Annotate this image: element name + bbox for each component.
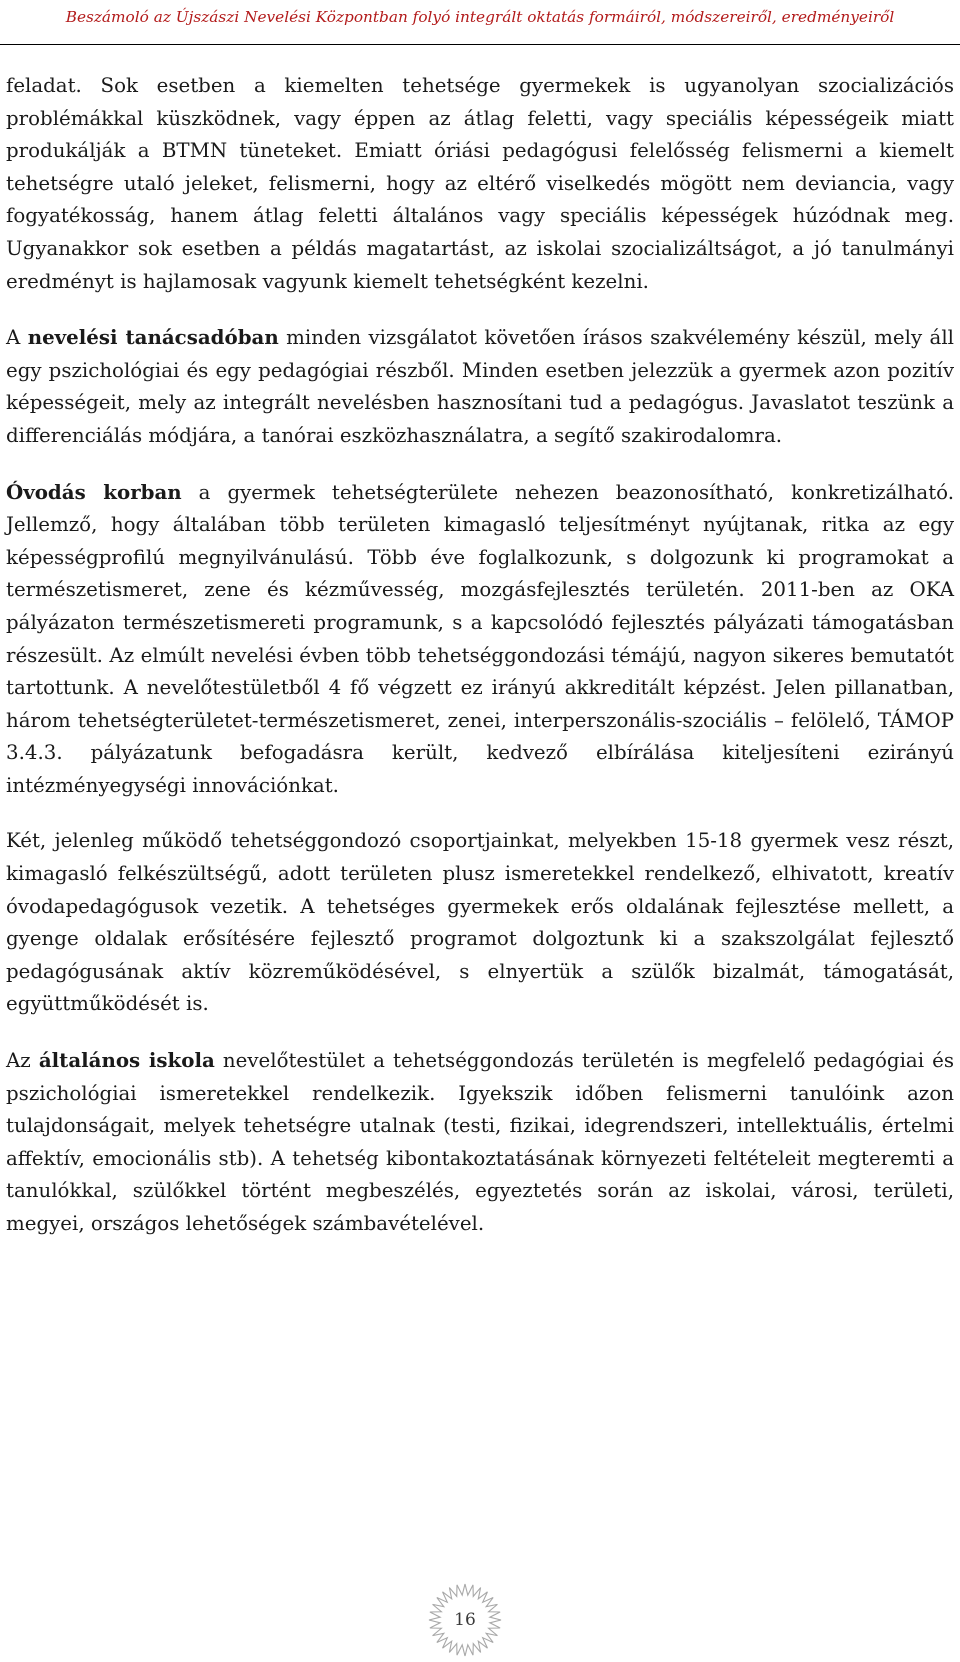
paragraph-lead: Az bbox=[6, 1049, 39, 1073]
paragraph-bold-term: általános iskola bbox=[38, 1048, 215, 1073]
paragraph-text: minden vizsgálatot követően írásos szakvélemény készül, mely áll egy pszichológiai és egy pedagógiai részből. Minden esetben jelezzük a gyermek azon pozitív képességeit, mely az integrált nevelésben hasznosítani tud a pedagógus. Javaslatot teszünk a differenciálás módjára, a tanórai eszközhasználatra, a segítő szakirodalomra. bbox=[6, 326, 954, 447]
paragraph-bold-term: nevelési tanácsadóban bbox=[27, 325, 279, 350]
paragraph-text: nevelőtestület a tehetséggondozás területén is megfelelő pedagógiai és pszichológiai ismeretekkel rendelkezik. Igyekszik időben felismerni tanulóink azon tulajdonságait, melyek tehetségre utalnak (testi, fizikai, idegrendszeri, intellektuális, értelmi affektív, emocionális stb). A tehetség kibontakoztatásának környezeti feltételeit megteremti a tanulókkal, szülőkkel történt megbeszélés, egyeztetés során az iskolai, városi, területi, megyei, országos lehetőségek számbavételével. bbox=[6, 1049, 955, 1235]
running-header: Beszámoló az Újszászi Nevelési Központban folyó integrált oktatás formáiról, módszereiről, eredményeiről bbox=[65, 8, 895, 26]
header-divider bbox=[0, 44, 960, 45]
paragraph-tehetseggondozo-csoportok bbox=[6, 825, 954, 1021]
paragraph-altalanos-iskola bbox=[6, 1044, 954, 1241]
paragraph-text: feladat. Sok esetben a kiemelten tehetsége gyermekek is ugyanolyan szocializációs problémákkal küszködnek, vagy éppen az átlag feletti, vagy speciális képességeik miatt produkálják a BTMN tüneteket. Emiatt óriási pedagógusi felelősség felismerni a kiemelt tehetségre utaló jeleket, felismerni, hogy az eltérő viselkedés mögött nem deviancia, vagy fogyatékosság, hanem átlag feletti általános vagy speciális képességek húzódnak meg. Ugyanakkor sok esetben a példás magatartást, az iskolai szocializáltságot, a jó tanulmányi eredményt is hajlamosak vagyunk kiemelt tehetségként kezelni. bbox=[6, 74, 954, 293]
paragraph-ovodas-kor bbox=[6, 476, 954, 803]
body-text bbox=[6, 70, 954, 1264]
paragraph-bold-term: Óvodás korban bbox=[6, 479, 182, 504]
paragraph-text: a gyermek tehetségterülete nehezen beazonosítható, konkretizálható. Jellemző, hogy általában több területen kimagasló teljesítményt nyújtanak, ritka az egy képességprofilú megnyilvánulású. Több éve foglalkozunk, s dolgozunk ki programokat a természetismeret, zene és kézművesség, mozgásfejlesztés területén. 2011-ben az OKA pályázaton természetismereti programunk, s a kapcsolódó fejlesztés pályázati támogatásban részesült. Az elmúlt nevelési évben több tehetséggondozási témájú, nagyon sikeres bemutatót tartottunk. A nevelőtestületből 4 fő végzett ez irányú akkreditált képzést. Jelen pillanatban, három tehetségterületet-természetismeret, zenei, interperszonális-szociális – felölelő, TÁMOP 3.4.3. pályázatunk befogadásra került, kedvező elbírálása kiteljesíteni ezirányú intézményegységi innovációnkat. bbox=[6, 480, 955, 797]
paragraph-text: Két, jelenleg működő tehetséggondozó csoportjainkat, melyekben 15-18 gyermek vesz részt, kimagasló felkészültségű, adott területen plusz ismeretekkel rendelkező, elhivatott, kreatív óvodapedagógusok vezetik. A tehetséges gyermekek erős oldalának fejlesztése mellett, a gyenge oldalak erősítésére fejlesztő programot dolgoztunk ki a szakszolgálat fejlesztő pedagógusának aktív közreműködésével, s elnyertük a szülők bizalmát, támogatását, együttműködését is. bbox=[6, 829, 954, 1016]
paragraph-lead: A bbox=[6, 326, 28, 350]
page-number: 16 bbox=[454, 1610, 476, 1630]
page-number-badge bbox=[426, 1581, 504, 1659]
paragraph-btmn bbox=[6, 70, 954, 298]
paragraph-nevelesi-tanacsado bbox=[6, 321, 954, 452]
